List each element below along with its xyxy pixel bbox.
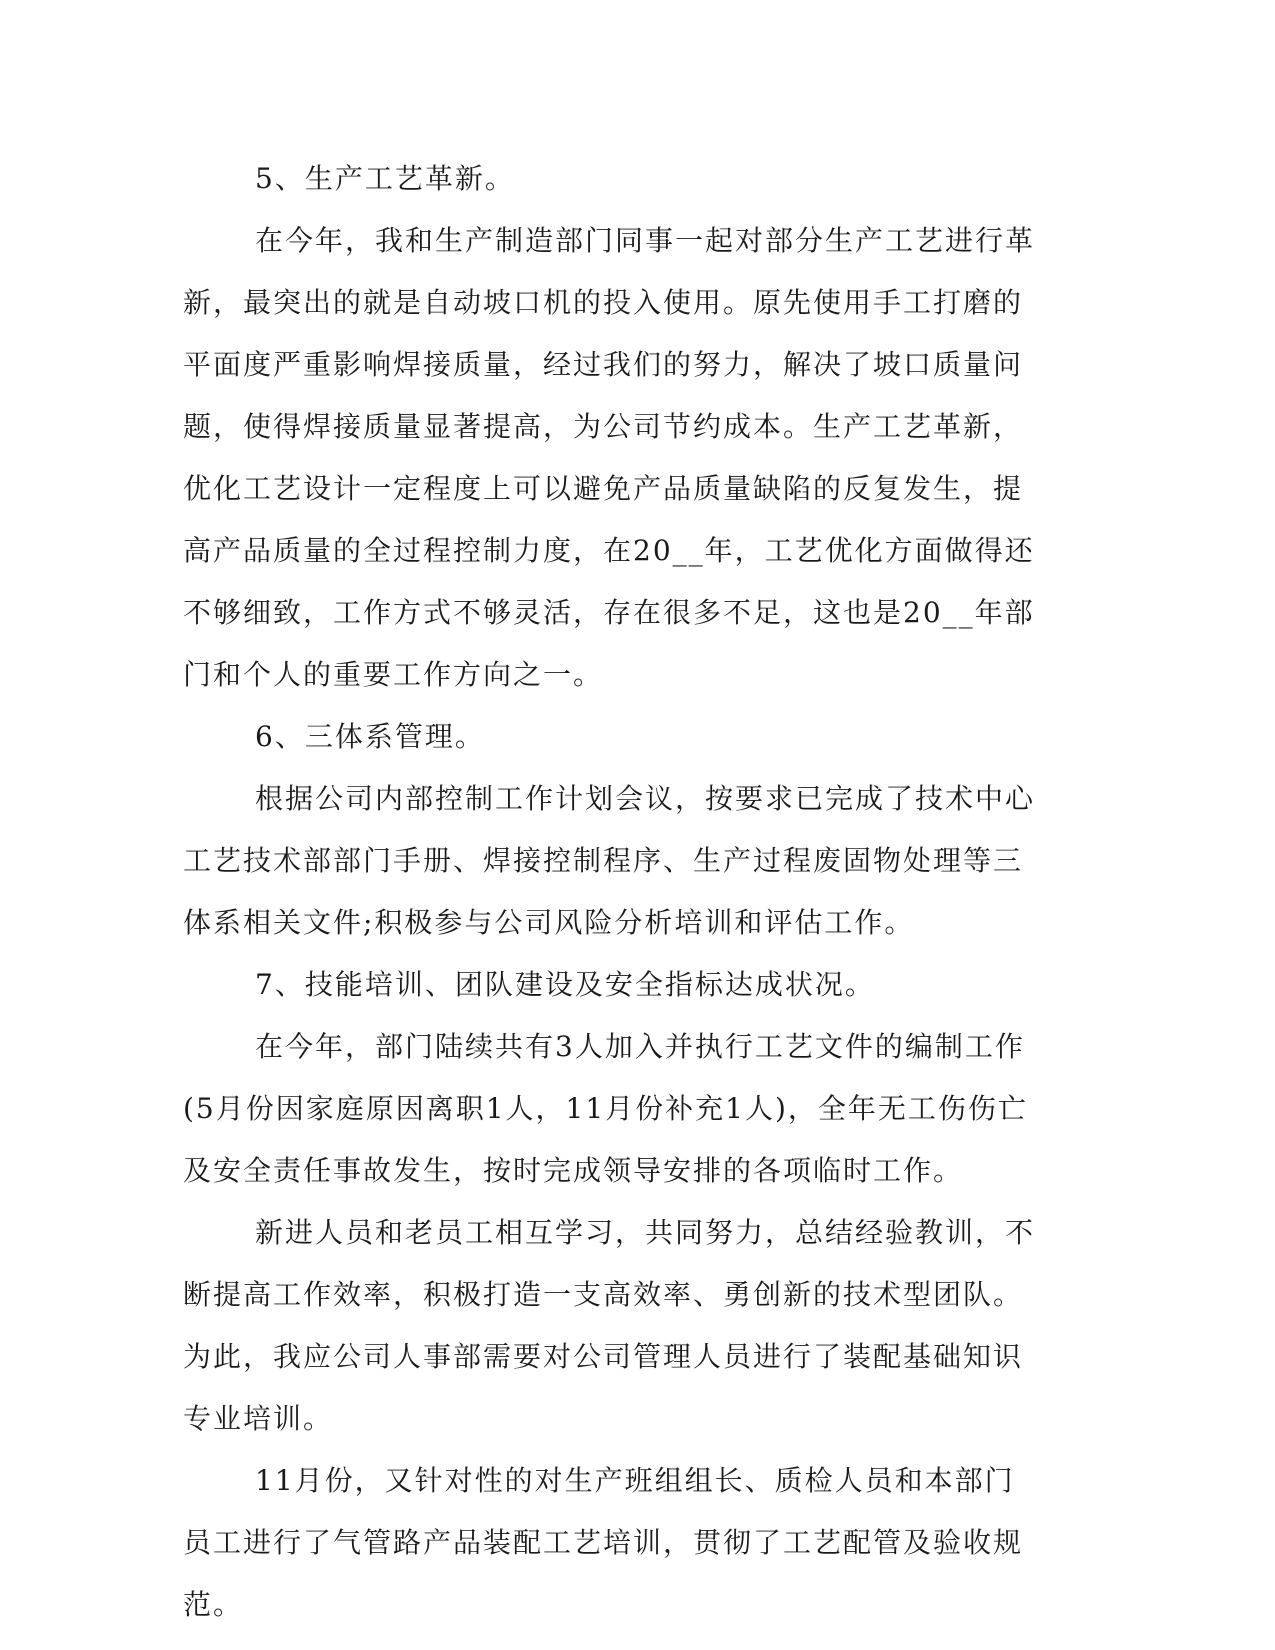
paragraph-three-systems: 根据公司内部控制工作计划会议，按要求已完成了技术中心工艺技术部部门手册、焊接控制程序、生产过程废固物处理等三体系相关文件;积极参与公司风险分析培训和评估工作。 (183, 782, 1036, 939)
document-body (183, 148, 1043, 1636)
paragraph-staffing-safety: 在今年，部门陆续共有3人加入并执行工艺文件的编制工作(5月份因家庭原因离职1人，11月份补充1人)，全年无工伤伤亡及安全责任事故发生，按时完成领导安排的各项临时工作。 (183, 1030, 1028, 1187)
section-heading-6: 6、三体系管理。 (255, 720, 485, 753)
section-heading-5: 5、生产工艺革新。 (255, 162, 515, 195)
paragraph-team-building: 新进人员和老员工相互学习，共同努力，总结经验教训，不断提高工作效率，积极打造一支高效率、勇创新的技术型团队。为此，我应公司人事部需要对公司管理人员进行了装配基础知识专业培训。 (183, 1216, 1036, 1435)
paragraph-november-training: 11月份，又针对性的对生产班组组长、质检人员和本部门员工进行了气管路产品装配工艺培训，贯彻了工艺配管及验收规范。 (183, 1464, 1024, 1621)
paragraph-process-innovation: 在今年，我和生产制造部门同事一起对部分生产工艺进行革新，最突出的就是自动坡口机的投入使用。原先使用手工打磨的平面度严重影响焊接质量，经过我们的努力，解决了坡口质量问题，使得焊接质量显著提高，为公司节约成本。生产工艺革新，优化工艺设计一定程度上可以避免产品质量缺陷的反复发生，提高产品质量的全过程控制力度，在20__年，工艺优化方面做得还不够细致，工作方式不够灵活，存在很多不足，这也是20__年部门和个人的重要工作方向之一。 (183, 224, 1036, 691)
section-heading-7: 7、技能培训、团队建设及安全指标达成状况。 (255, 968, 875, 1001)
